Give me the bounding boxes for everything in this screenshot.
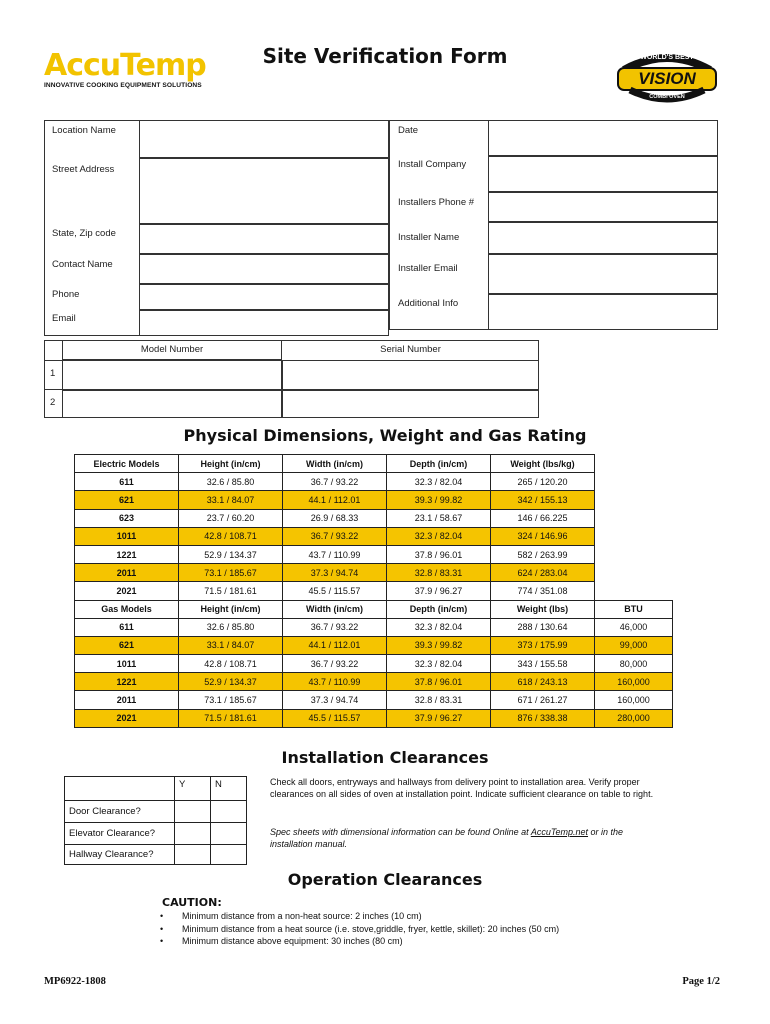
value-cell: 33.1 / 84.07 [179,491,283,509]
blank-cell [595,455,673,473]
value-cell: 42.8 / 108.71 [179,527,283,545]
column-header: Weight (lbs/kg) [491,455,595,473]
column-header: Weight (lbs) [491,600,595,618]
badge-top-text: WORLD'S BEST [640,54,694,61]
value-cell: 45.5 / 115.57 [283,709,387,727]
value-cell: 37.8 / 96.01 [387,545,491,563]
value-cell: 32.6 / 85.80 [179,473,283,491]
column-header: Gas Models [75,600,179,618]
value-cell: 39.3 / 99.82 [387,491,491,509]
serial-row-2-label: 2 [50,397,56,408]
blank-cell [595,564,673,582]
value-cell: 44.1 / 112.01 [283,491,387,509]
value-cell: 99,000 [595,636,673,654]
blank-cell [595,527,673,545]
value-cell: 36.7 / 93.22 [283,618,387,636]
gas-row [75,618,673,636]
value-cell: 582 / 263.99 [491,545,595,563]
model-cell: 1221 [75,545,179,563]
column-header: Width (in/cm) [283,455,387,473]
value-cell: 46,000 [595,618,673,636]
page-title: Site Verification Form [262,44,508,68]
caution-item: • Minimum distance from a non-heat source: 2 inches (10 cm) [156,910,676,923]
value-cell: 37.3 / 94.74 [283,564,387,582]
elevator-clearance-y[interactable] [175,823,211,845]
value-cell: 36.7 / 93.22 [283,655,387,673]
value-cell: 37.3 / 94.74 [283,691,387,709]
model-cell: 1221 [75,673,179,691]
left-info-frame [44,120,389,336]
value-cell: 37.9 / 96.27 [387,582,491,600]
installer-email-label: Installer Email [398,263,458,274]
value-cell: 26.9 / 68.33 [283,509,387,527]
door-clearance-y[interactable] [175,801,211,823]
value-cell: 73.1 / 185.67 [179,691,283,709]
value-cell: 37.9 / 96.27 [387,709,491,727]
model-cell: 621 [75,636,179,654]
value-cell: 37.8 / 96.01 [387,673,491,691]
model-number-header: Model Number [140,344,204,355]
serial-number-header: Serial Number [380,344,441,355]
contact-name-label: Contact Name [52,259,113,270]
phone-label: Phone [52,289,80,300]
value-cell: 342 / 155.13 [491,491,595,509]
door-clearance-n[interactable] [211,801,247,823]
accutemp-link[interactable]: AccuTemp.net [530,827,589,837]
location-name-label: Location Name [52,125,116,136]
model-cell: 2021 [75,709,179,727]
caution-heading: CAUTION: [162,896,222,909]
value-cell: 32.3 / 82.04 [387,618,491,636]
value-cell: 42.8 / 108.71 [179,655,283,673]
elevator-clearance-label: Elevator Clearance? [65,823,175,845]
value-cell: 23.7 / 60.20 [179,509,283,527]
value-cell: 624 / 283.04 [491,564,595,582]
install-company-label: Install Company [398,159,467,170]
serial-number-1-field[interactable] [282,360,539,390]
clearance-n-header: N [211,777,247,801]
clearance-header-blank [65,777,175,801]
logo-tagline: INNOVATIVE COOKING EQUIPMENT SOLUTIONS [44,82,202,89]
logo-word: AccuTemp [44,48,206,83]
spec-note-pre: Spec sheets with dimensional information can be found Online at [270,827,531,837]
blank-cell [595,545,673,563]
model-cell: 2021 [75,582,179,600]
value-cell: 39.3 / 99.82 [387,636,491,654]
column-header: Height (in/cm) [179,600,283,618]
column-header: Height (in/cm) [179,455,283,473]
dimensions-title: Physical Dimensions, Weight and Gas Rating [183,426,587,445]
value-cell: 876 / 338.38 [491,709,595,727]
gas-row [75,636,673,654]
electric-row [75,491,673,509]
value-cell: 671 / 261.27 [491,691,595,709]
hallway-clearance-y[interactable] [175,845,211,865]
electric-row [75,509,673,527]
value-cell: 32.8 / 83.31 [387,691,491,709]
value-cell: 52.9 / 134.37 [179,673,283,691]
caution-item: • Minimum distance above equipment: 30 inches (80 cm) [156,935,676,948]
value-cell: 265 / 120.20 [491,473,595,491]
model-cell: 2011 [75,564,179,582]
value-cell: 71.5 / 181.61 [179,709,283,727]
door-clearance-label: Door Clearance? [65,801,175,823]
installers-phone-label: Installers Phone # [398,197,475,208]
page-number: Page 1/2 [682,976,720,987]
additional-info-field[interactable] [488,294,718,330]
caution-list [156,910,676,948]
blank-cell [595,491,673,509]
gas-row [75,673,673,691]
additional-info-label: Additional Info [398,298,459,309]
value-cell: 774 / 351.08 [491,582,595,600]
installation-clearance-table [64,776,247,865]
gas-row [75,691,673,709]
electric-row [75,582,673,600]
caution-item: • Minimum distance from a heat source (i.e. stove,griddle, fryer, kettle, skillet): 20 inches (50 cm) [156,923,676,936]
value-cell: 343 / 155.58 [491,655,595,673]
column-header: Width (in/cm) [283,600,387,618]
installer-name-field[interactable] [488,222,718,254]
value-cell: 373 / 175.99 [491,636,595,654]
model-cell: 611 [75,618,179,636]
date-label: Date [398,125,419,136]
model-cell: 623 [75,509,179,527]
blank-cell [595,473,673,491]
value-cell: 280,000 [595,709,673,727]
model-cell: 611 [75,473,179,491]
model-cell: 1011 [75,655,179,673]
electric-row [75,545,673,563]
value-cell: 324 / 146.96 [491,527,595,545]
gas-row [75,709,673,727]
value-cell: 36.7 / 93.22 [283,473,387,491]
email-label: Email [52,313,76,324]
value-cell: 32.3 / 82.04 [387,473,491,491]
badge-bottom-text: COMBI OVEN [649,94,685,100]
value-cell: 146 / 66.225 [491,509,595,527]
spec-note-post: or in the installation manual. [270,827,624,849]
value-cell: 618 / 243.13 [491,673,595,691]
gas-header-row [75,600,673,618]
serial-row-1-label: 1 [50,368,56,379]
value-cell: 45.5 / 115.57 [283,582,387,600]
blank-cell [595,582,673,600]
install-company-field[interactable] [488,156,718,192]
operation-title: Operation Clearances [287,870,483,889]
column-header: BTU [595,600,673,618]
street-address-label: Street Address [52,164,115,175]
gas-row [75,655,673,673]
model-cell: 621 [75,491,179,509]
column-header: Depth (in/cm) [387,600,491,618]
value-cell: 32.6 / 85.80 [179,618,283,636]
hallway-clearance-n[interactable] [211,845,247,865]
dimensions-table [74,454,673,728]
electric-row [75,473,673,491]
date-field[interactable] [488,120,718,156]
value-cell: 71.5 / 181.61 [179,582,283,600]
electric-row [75,564,673,582]
value-cell: 160,000 [595,673,673,691]
installer-email-field[interactable] [488,254,718,294]
model-number-2-field[interactable] [62,390,282,418]
installation-title: Installation Clearances [281,748,489,767]
vision-badge [614,50,720,108]
electric-row [75,527,673,545]
installer-name-label: Installer Name [398,232,460,243]
value-cell: 23.1 / 58.67 [387,509,491,527]
value-cell: 44.1 / 112.01 [283,636,387,654]
elevator-clearance-n[interactable] [211,823,247,845]
column-header: Depth (in/cm) [387,455,491,473]
state-zip-label: State, Zip code [52,228,116,239]
dimensions-table-body [75,455,673,728]
model-number-1-field[interactable] [62,360,282,390]
value-cell: 52.9 / 134.37 [179,545,283,563]
blank-cell [595,509,673,527]
value-cell: 80,000 [595,655,673,673]
model-cell: 1011 [75,527,179,545]
value-cell: 43.7 / 110.99 [283,673,387,691]
model-cell: 2011 [75,691,179,709]
value-cell: 73.1 / 185.67 [179,564,283,582]
hallway-clearance-label: Hallway Clearance? [65,845,175,865]
installers-phone-field[interactable] [488,192,718,222]
value-cell: 43.7 / 110.99 [283,545,387,563]
spec-sheet-note [270,826,660,850]
badge-main-text: VISION [638,69,696,88]
serial-number-2-field[interactable] [282,390,539,418]
document-id: MP6922-1808 [44,976,106,987]
value-cell: 32.3 / 82.04 [387,527,491,545]
clearance-y-header: Y [175,777,211,801]
installation-note: Check all doors, entryways and hallways from delivery point to installation area. Verify proper clearances on all sides of oven at installation point. Indicate sufficient clearance on table to right. [270,777,654,799]
value-cell: 160,000 [595,691,673,709]
electric-header-row [75,455,673,473]
value-cell: 32.8 / 83.31 [387,564,491,582]
value-cell: 32.3 / 82.04 [387,655,491,673]
value-cell: 36.7 / 93.22 [283,527,387,545]
value-cell: 288 / 130.64 [491,618,595,636]
value-cell: 33.1 / 84.07 [179,636,283,654]
column-header: Electric Models [75,455,179,473]
